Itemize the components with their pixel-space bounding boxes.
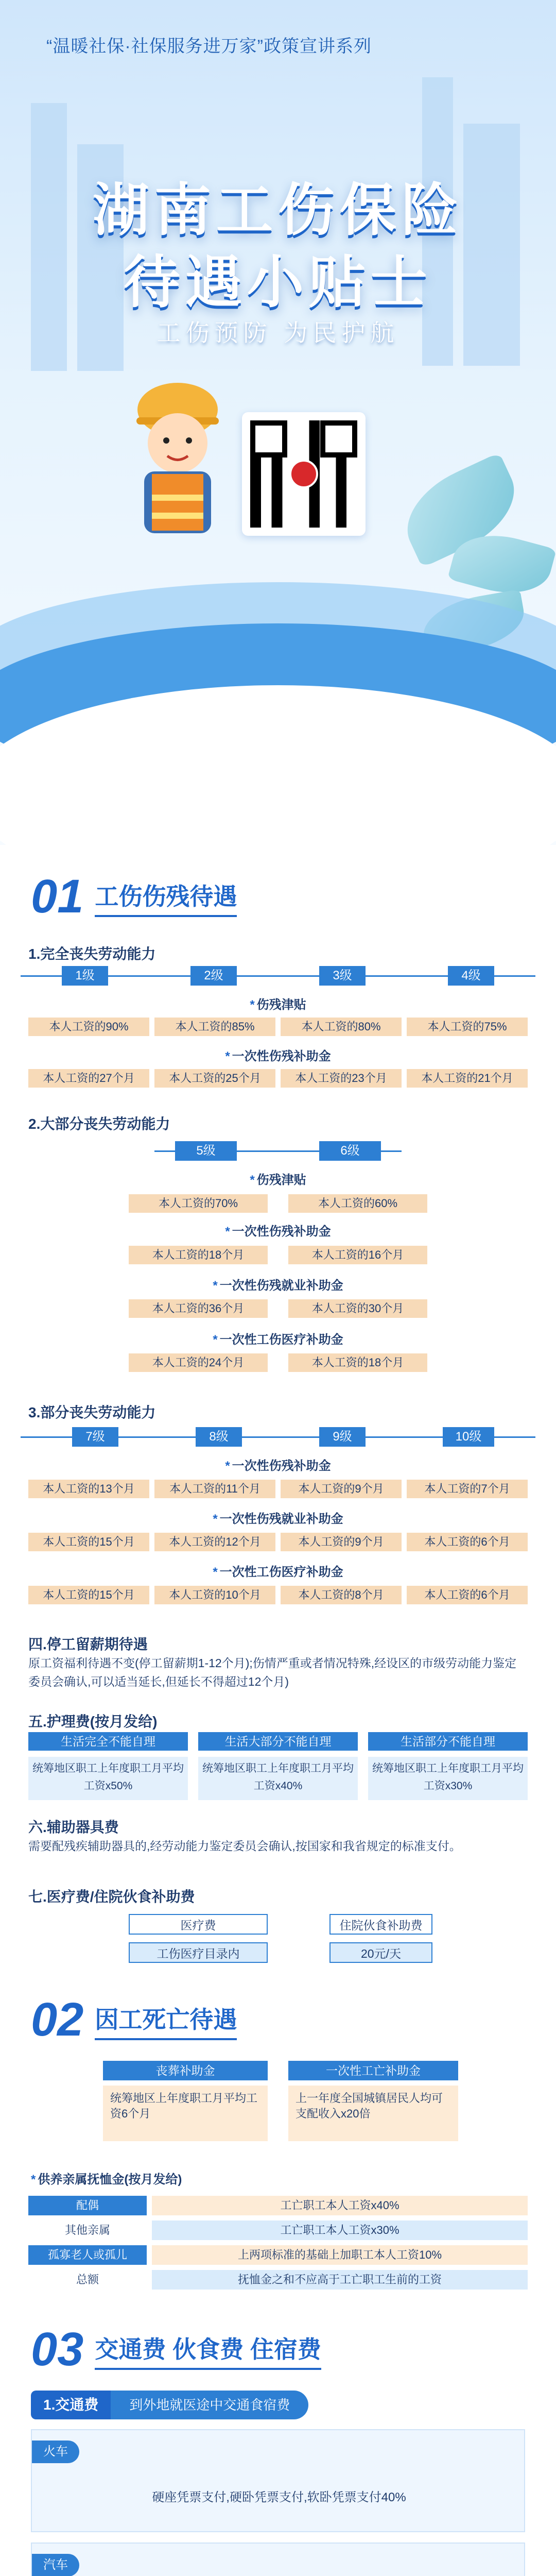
- paragraph: 原工资福利待遇不变(停工留薪期1-12个月);伤情严重或者情况特殊,经设区的市级劳动能力鉴定委员会确认,可以适当延长,但延长不得超过12个月): [28, 1656, 517, 1688]
- table-cell: 本人工资的9个月: [281, 1533, 402, 1551]
- table-cell: 本人工资的85%: [154, 1018, 275, 1036]
- table-cell: 本人工资的18个月: [129, 1246, 268, 1264]
- grade-badge: 6级: [319, 1141, 381, 1161]
- worker-mascot-icon: [111, 371, 245, 541]
- seal-icon: [289, 460, 318, 488]
- nurse-level-body: 统筹地区职工上年度职工月平均工资x50%: [28, 1757, 188, 1800]
- table-cell: 本人工资的23个月: [281, 1069, 402, 1088]
- death-grant-body: 上一年度全国城镇居民人均可支配收入x20倍: [288, 2086, 458, 2141]
- food-allowance-value: 20元/天: [329, 1942, 432, 1963]
- slogan: 工伤预防 为民护航: [157, 319, 399, 346]
- nurse-level-body: 统筹地区职工上年度职工月平均工资x30%: [368, 1757, 528, 1800]
- category-label: * 一次性伤残就业补助金: [0, 1509, 556, 1527]
- category-label: * 一次性伤残补助金: [0, 1455, 556, 1473]
- subheading: 六.辅助器具费: [28, 1819, 119, 1835]
- grade-badge: 1级: [62, 966, 108, 986]
- grade-badge: 10级: [443, 1427, 494, 1447]
- section-header-01: [31, 870, 237, 923]
- table-cell: 本人工资的27个月: [28, 1069, 149, 1088]
- table-cell: 本人工资的75%: [407, 1018, 528, 1036]
- family-pension-title: * 供养亲属抚恤金(按月发给): [31, 2169, 182, 2187]
- page-title-line1: 湖南工伤保险: [93, 179, 463, 242]
- family-row-key: 总额: [28, 2270, 147, 2290]
- hero-banner: [0, 0, 556, 845]
- grade-badge: 8级: [196, 1427, 242, 1447]
- transport-fee-bar: 到外地就医途中交通食宿费: [111, 2391, 308, 2419]
- transport-fee-tag: 1.交通费: [31, 2391, 111, 2419]
- train-label: 火车: [32, 2441, 79, 2463]
- car-label: 汽车: [32, 2554, 79, 2576]
- family-row-key: 孤寡老人或孤儿: [28, 2245, 147, 2265]
- category-label: * 一次性伤残补助金: [0, 1221, 556, 1239]
- table-cell: 本人工资的13个月: [28, 1480, 149, 1498]
- nurse-level-header: 生活大部分不能自理: [198, 1732, 358, 1751]
- section-number: 02: [31, 1993, 84, 2046]
- table-cell: 本人工资的36个月: [129, 1299, 268, 1318]
- category-label: * 一次性工伤医疗补助金: [0, 1562, 556, 1580]
- family-row-key: 其他亲属: [28, 2221, 147, 2240]
- table-cell: 本人工资的15个月: [28, 1533, 149, 1551]
- table-cell: 本人工资的6个月: [407, 1533, 528, 1551]
- train-card: [31, 2429, 525, 2532]
- section-title: 交通费 伙食费 住宿费: [95, 2331, 321, 2370]
- section-header-03: [31, 2323, 321, 2376]
- subheading: 四.停工留薪期待遇: [28, 1636, 148, 1652]
- death-grant-header: 一次性工亡补助金: [288, 2061, 458, 2080]
- table-cell: 本人工资的70%: [129, 1194, 268, 1213]
- subheading: 1.完全丧失劳动能力: [28, 946, 156, 962]
- train-text: 硬座凭票支付,硬卧凭票支付,软卧凭票支付40%: [152, 2490, 406, 2504]
- family-row-value: 抚恤金之和不应高于工亡职工生前的工资: [152, 2270, 528, 2290]
- grade-row: [21, 1141, 535, 1161]
- transport-fee-header: [31, 2391, 308, 2419]
- grade-badge: 4级: [448, 966, 494, 986]
- section-header-02: [31, 1993, 237, 2046]
- table-cell: 本人工资的16个月: [288, 1246, 427, 1264]
- food-allowance-label: 住院伙食补助费: [329, 1914, 432, 1935]
- category-label: * 一次性工伤医疗补助金: [0, 1329, 556, 1347]
- table-cell: 本人工资的9个月: [281, 1480, 402, 1498]
- section-title: 因工死亡待遇: [95, 2001, 237, 2040]
- grade-badge: 2级: [190, 966, 237, 986]
- family-row-value: 上两项标准的基础上加职工本人工资10%: [152, 2245, 528, 2265]
- table-cell: 本人工资的80%: [281, 1018, 402, 1036]
- category-label: * 伤残津贴: [0, 994, 556, 1012]
- section-title: 工伤伤残待遇: [95, 878, 237, 917]
- table-cell: 本人工资的30个月: [288, 1299, 427, 1318]
- table-cell: 本人工资的60%: [288, 1194, 427, 1213]
- subheading: 3.部分丧失劳动能力: [28, 1404, 156, 1420]
- table-cell: 本人工资的18个月: [288, 1353, 427, 1372]
- nurse-level-body: 统筹地区职工上年度职工月平均工资x40%: [198, 1757, 358, 1800]
- grade-badge: 5级: [175, 1141, 237, 1161]
- family-row-key: 配偶: [28, 2196, 147, 2215]
- category-label: * 一次性伤残补助金: [0, 1046, 556, 1064]
- funeral-grant-header: 丧葬补助金: [103, 2061, 268, 2080]
- qr-pattern: [250, 420, 357, 528]
- table-cell: 本人工资的12个月: [154, 1533, 275, 1551]
- series-title: “温暖社保·社保服务进万家”政策宣讲系列: [46, 37, 372, 56]
- paragraph: 需要配残疾辅助器具的,经劳动能力鉴定委员会确认,按国家和我省规定的标准支付。: [28, 1839, 461, 1853]
- medical-fee-value: 工伤医疗目录内: [129, 1942, 268, 1963]
- subheading: 七.医疗费/住院伙食补助费: [28, 1889, 195, 1905]
- grade-badge: 7级: [72, 1427, 118, 1447]
- grade-row: [21, 966, 535, 986]
- medical-fee-label: 医疗费: [129, 1914, 268, 1935]
- grade-badge: 9级: [319, 1427, 366, 1447]
- car-card: [31, 2543, 525, 2576]
- table-cell: 本人工资的8个月: [281, 1586, 402, 1604]
- table-cell: 本人工资的15个月: [28, 1586, 149, 1604]
- table-cell: 本人工资的10个月: [154, 1586, 275, 1604]
- grade-row: [21, 1427, 535, 1447]
- category-label: * 伤残津贴: [0, 1170, 556, 1188]
- wave-decoration: [0, 685, 556, 845]
- table-cell: 本人工资的21个月: [407, 1069, 528, 1088]
- table-cell: 本人工资的11个月: [154, 1480, 275, 1498]
- grade-badge: 3级: [319, 966, 366, 986]
- section-number: 03: [31, 2323, 84, 2376]
- table-cell: 本人工资的90%: [28, 1018, 149, 1036]
- funeral-grant-body: 统筹地区上年度职工月平均工资6个月: [103, 2086, 268, 2141]
- table-cell: 本人工资的24个月: [129, 1353, 268, 1372]
- table-cell: 本人工资的7个月: [407, 1480, 528, 1498]
- table-cell: 本人工资的6个月: [407, 1586, 528, 1604]
- page-title-line2: 待遇小贴士: [124, 251, 432, 314]
- subheading: 2.大部分丧失劳动能力: [28, 1116, 170, 1132]
- family-row-value: 工亡职工本人工资x40%: [152, 2196, 528, 2215]
- nurse-level-header: 生活完全不能自理: [28, 1732, 188, 1751]
- family-row-value: 工亡职工本人工资x30%: [152, 2221, 528, 2240]
- nurse-level-header: 生活部分不能自理: [368, 1732, 528, 1751]
- table-cell: 本人工资的25个月: [154, 1069, 275, 1088]
- category-label: * 一次性伤残就业补助金: [0, 1275, 556, 1293]
- subheading: 五.护理费(按月发给): [28, 1714, 158, 1730]
- section-number: 01: [31, 870, 84, 923]
- qr-code[interactable]: [242, 412, 366, 536]
